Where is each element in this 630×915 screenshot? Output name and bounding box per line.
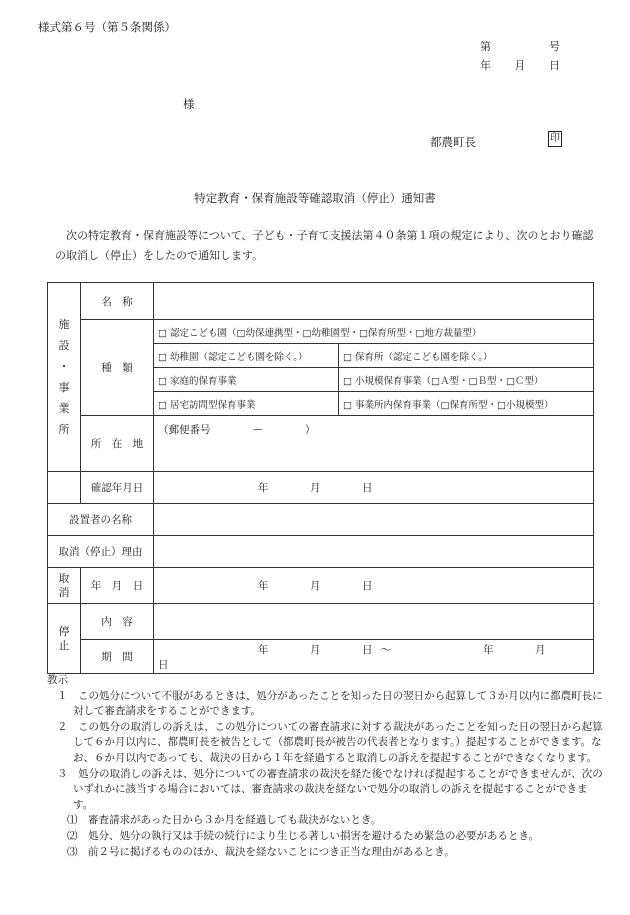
postal-code: （郵便番号 ー ） (158, 424, 316, 436)
table-row (48, 416, 594, 472)
cancel-group-label: 取 消 (48, 568, 81, 604)
table-row (48, 604, 594, 640)
type-nintei[interactable]: □ 認定こども園（□幼保連携型・□幼稚園型・□保育所型・□地方裁量型） (154, 320, 594, 344)
instruction-item: ２ この処分の取消しの訴えは、この処分についての審査請求に対する裁決があったことを知った日の翌日から起算して６か月以内に、都農町長を被告として（都農町長が被告の代表者となります。）提起することができます。なお、６か月以内であっても、裁決の日から１年を経過すると取消しの訴えを提起することができなくなります。 (57, 720, 603, 764)
reason-label: 取消（停止）理由 (48, 536, 154, 568)
period-label: 期 間 (81, 640, 154, 674)
founder-label: 設置者の名称 (48, 504, 154, 536)
table-row (48, 568, 594, 604)
addressee: 様 (183, 97, 195, 111)
table-row (48, 283, 594, 320)
type-shokibo[interactable]: □ 小規模保育事業（□Ａ型・□Ｂ型・□Ｃ型） (339, 368, 594, 392)
founder-field[interactable] (154, 504, 594, 536)
instruction-item: ３ 処分の取消しの訴えは、処分についての審査請求の裁決を経た後でなければ提起することができませんが、次のいずれかに該当する場合においては、審査請求の裁決を経ないで処分の取消しの訴えを提起することができます。 (57, 767, 603, 811)
type-jigyosho[interactable]: □ 事業所内保育事業（□保育所型・□小規模型） (339, 392, 594, 416)
document-title: 特定教育・保育施設等確認取消（停止）通知書 (194, 191, 436, 205)
address-field[interactable] (154, 416, 594, 472)
table-row (48, 640, 594, 674)
type-katei[interactable]: □ 家庭的保育事業 (154, 368, 339, 392)
name-field[interactable] (154, 283, 594, 320)
instructions (47, 673, 607, 860)
content-field[interactable] (154, 604, 594, 640)
issuer: 都農町長 (430, 135, 476, 149)
table-row (48, 536, 594, 568)
intro-text: 次の特定教育・保育施設等について、子ども・子育て支援法第４０条第１項の規定により、次のとおり確認の取消し（停止）をしたので通知します。 (55, 229, 594, 262)
instruction-item: １ この処分について不服があるときは、処分があったことを知った日の翌日から起算して３か月以内に都農町長に対して審査請求をすることができます。 (57, 689, 603, 718)
doc-no-label: 第 (480, 40, 491, 53)
table-row (48, 472, 594, 504)
type-kyotaku[interactable]: □ 居宅訪問型保育事業 (154, 392, 339, 416)
doc-no-suffix: 号 (549, 40, 560, 53)
type-hoikusho[interactable]: □ 保育所（認定こども園を除く。） (339, 344, 594, 368)
notice-table (47, 282, 594, 674)
content-label: 内 容 (81, 604, 154, 640)
confirm-date-label-text: 確認年月日 (81, 472, 154, 504)
instruction-subitem: ⑴ 審査請求があった日から３か月を経過しても裁決がないとき。 (67, 814, 382, 827)
name-label: 名 称 (81, 283, 154, 320)
facility-group-label: 施 設 ・ 事 業 所 (48, 283, 81, 472)
confirm-date-field[interactable]: 年 月 日 (154, 472, 594, 504)
type-youchien[interactable]: □ 幼稚園（認定こども園を除く。） (154, 344, 339, 368)
stop-group-label: 停 止 (48, 604, 81, 674)
instructions-heading: 教示 (47, 674, 68, 686)
cancel-date-label: 年 月 日 (81, 568, 154, 604)
doc-year: 年 (480, 59, 491, 72)
type-label: 種 類 (81, 320, 154, 416)
instruction-subitem: ⑵ 処分、処分の執行又は手続の続行により生じる著しい損害を避けるため緊急の必要があるとき。 (67, 829, 540, 842)
form-number: 様式第６号（第５条関係） (38, 20, 176, 34)
document-date (480, 57, 560, 73)
cancel-date-field[interactable]: 年 月 日 (154, 568, 594, 604)
doc-month: 月 (514, 59, 526, 72)
reason-field[interactable] (154, 536, 594, 568)
period-tilde: ～ (380, 643, 391, 656)
table-row (48, 320, 594, 344)
confirm-date-label (48, 472, 81, 504)
document-number (480, 38, 560, 57)
table-row (48, 504, 594, 536)
doc-day: 日 (549, 59, 560, 72)
instruction-subitem: ⑶ 前２号に掲げるもののほか、裁決を経ないことにつき正当な理由があるとき。 (67, 845, 455, 858)
period-field[interactable]: 年 月 日 ～ 年 月日 (154, 640, 594, 674)
seal-mark: 印 (548, 131, 562, 147)
address-label: 所 在 地 (81, 416, 154, 472)
